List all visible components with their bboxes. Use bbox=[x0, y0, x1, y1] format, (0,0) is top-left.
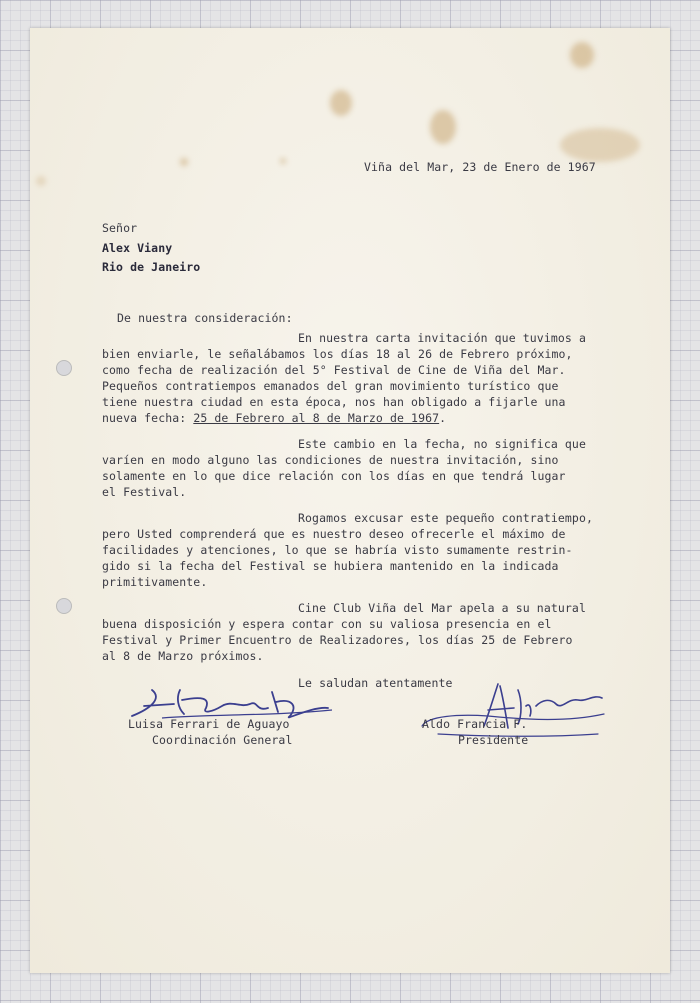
greeting: De nuestra consideración: bbox=[117, 311, 293, 325]
stain bbox=[430, 110, 456, 144]
paragraph-1-line: tiene nuestra ciudad en esta época, nos han obligado a fijarle una bbox=[102, 395, 566, 409]
punch-hole bbox=[56, 360, 72, 376]
punch-hole bbox=[56, 598, 72, 614]
paragraph-4-line: Cine Club Viña del Mar apela a su natural bbox=[298, 601, 586, 615]
recipient-city: Rio de Janeiro bbox=[102, 260, 201, 274]
paragraph-1-line: Pequeños contratiempos emanados del gran movimiento turístico que bbox=[102, 379, 559, 393]
stain bbox=[560, 128, 640, 162]
paragraph-2-line: el Festival. bbox=[102, 485, 187, 499]
paragraph-2-line: solamente en lo que dice relación con los días en que tendrá lugar bbox=[102, 469, 566, 483]
new-dates: 25 de Febrero al 8 de Marzo de 1967 bbox=[193, 411, 440, 425]
paragraph-2-line: varíen en modo alguno las condiciones de nuestra invitación, sino bbox=[102, 453, 559, 467]
signatory-left-role: Coordinación General bbox=[152, 733, 293, 747]
paragraph-4-line: Festival y Primer Encuentro de Realizadores, los días 25 de Febrero bbox=[102, 633, 573, 647]
paragraph-3-line: facilidades y atenciones, lo que se habría visto sumamente restrin- bbox=[102, 543, 573, 557]
paragraph-3-line: Rogamos excusar este pequeño contratiempo, bbox=[298, 511, 593, 525]
closing: Le saludan atentamente bbox=[298, 676, 453, 690]
paragraph-3-line: pero Usted comprenderá que es nuestro deseo ofrecerle el máximo de bbox=[102, 527, 566, 541]
paragraph-1-last-line bbox=[102, 410, 446, 426]
paragraph-4-line: al 8 de Marzo próximos. bbox=[102, 649, 264, 663]
stain bbox=[36, 176, 46, 186]
paragraph-3-line: gido si la fecha del Festival se hubiera mantenido en la indicada bbox=[102, 559, 559, 573]
stain bbox=[570, 42, 594, 68]
letter-date: Viña del Mar, 23 de Enero de 1967 bbox=[364, 160, 596, 174]
salutation-title: Señor bbox=[102, 221, 138, 235]
stain bbox=[180, 158, 188, 166]
new-date-prefix: nueva fecha: bbox=[102, 411, 194, 425]
letter-paper bbox=[30, 28, 670, 973]
signatory-right-name: Aldo Francia F. bbox=[422, 717, 528, 731]
paragraph-1-line: En nuestra carta invitación que tuvimos a bbox=[298, 331, 586, 345]
signatory-right-role: Presidente bbox=[458, 733, 529, 747]
stain bbox=[330, 90, 352, 116]
paragraph-4-line: buena disposición y espera contar con su valiosa presencia en el bbox=[102, 617, 552, 631]
paragraph-3-line: primitivamente. bbox=[102, 575, 208, 589]
paragraph-1-line: como fecha de realización del 5° Festival de Cine de Viña del Mar. bbox=[102, 363, 566, 377]
signatory-left-name: Luisa Ferrari de Aguayo bbox=[128, 717, 290, 731]
paragraph-1-line: bien enviarle, le señalábamos los días 18 al 26 de Febrero próximo, bbox=[102, 347, 573, 361]
recipient-name: Alex Viany bbox=[102, 241, 173, 255]
new-date-suffix: . bbox=[439, 411, 447, 425]
stain bbox=[280, 158, 286, 164]
paragraph-2-line: Este cambio en la fecha, no significa que bbox=[298, 437, 586, 451]
